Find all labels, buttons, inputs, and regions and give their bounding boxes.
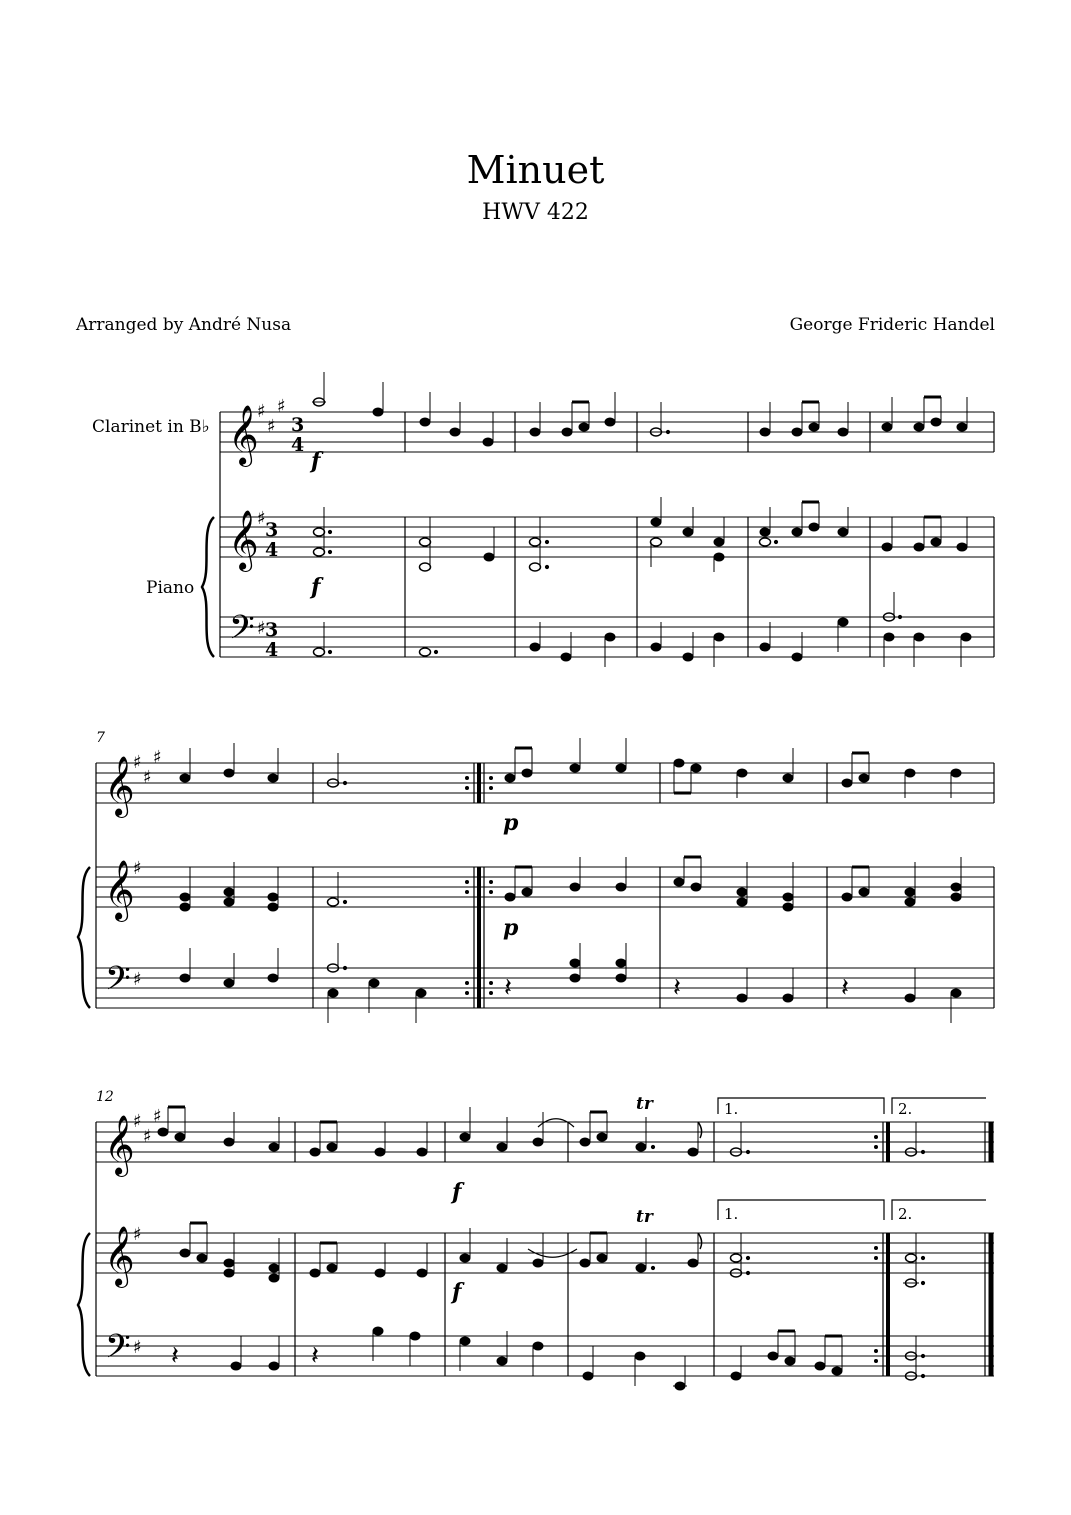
clarinet-staff-1 — [220, 412, 994, 452]
key-signature-clarinet — [133, 1106, 162, 1147]
quarter-rest-icon: 𝄽 — [311, 1341, 319, 1371]
quarter-rest-icon: 𝄽 — [673, 973, 681, 1003]
svg-text:♯: ♯ — [153, 1106, 162, 1127]
treble-clef-icon: 𝄞 — [228, 405, 259, 465]
treble-clef-icon: 𝄞 — [104, 860, 135, 920]
treble-clef-icon: 𝄞 — [104, 1115, 135, 1175]
svg-text:3: 3 — [291, 414, 305, 436]
measure-number: 12 — [96, 1089, 114, 1105]
piece-subtitle: HWV 422 — [482, 200, 589, 225]
measure-number: 7 — [96, 730, 105, 746]
piano-brace-1 — [202, 517, 214, 657]
quarter-rest-icon: 𝄽 — [504, 973, 512, 1003]
clarinet-notes-1 — [312, 372, 967, 446]
volta-label-1: 1. — [724, 1100, 739, 1118]
dynamic-marking: f — [452, 1279, 462, 1305]
svg-text:♯: ♯ — [133, 752, 142, 773]
clarinet-label: Clarinet in B♭ — [92, 417, 210, 437]
trill-marking: tr — [636, 1094, 653, 1114]
key-signature-piano-bass: ♯ — [133, 1337, 142, 1358]
final-barline — [985, 1122, 991, 1376]
treble-clef-icon: 𝄞 — [228, 510, 259, 570]
arranger-credit: Arranged by André Nusa — [76, 315, 292, 335]
dynamic-marking: f — [452, 1179, 462, 1205]
volta-label-2: 2. — [898, 1205, 913, 1223]
composer-credit: George Frideric Handel — [789, 315, 995, 335]
system-1 — [202, 412, 994, 657]
svg-text:♯: ♯ — [277, 396, 286, 417]
barlines-1 — [405, 412, 994, 657]
volta-label-2: 2. — [898, 1100, 913, 1118]
dynamic-marking: p — [503, 915, 519, 941]
repeat-barline — [474, 763, 484, 1008]
svg-text:4: 4 — [265, 539, 279, 561]
piano-treble-staff-1 — [220, 517, 994, 557]
volta-label-1: 1. — [724, 1205, 739, 1223]
quarter-rest-icon: 𝄽 — [171, 1341, 179, 1371]
bass-clef-icon: 𝄢 — [229, 609, 255, 655]
treble-clef-icon: 𝄞 — [104, 756, 135, 816]
piano-treble-notes-2 — [180, 857, 961, 911]
key-signature-piano-treble: ♯ — [257, 508, 266, 529]
system-2 — [78, 763, 994, 1008]
time-signature-piano-bass — [265, 619, 278, 661]
piano-brace-2 — [78, 867, 90, 1008]
svg-text:3: 3 — [265, 519, 279, 541]
svg-text:♯: ♯ — [153, 747, 162, 768]
key-signature-piano-treble: ♯ — [133, 858, 142, 879]
piano-treble-notes-1 — [314, 497, 968, 572]
dynamic-marking: f — [311, 574, 321, 600]
trill-marking: tr — [636, 1207, 653, 1227]
piece-title: Minuet — [466, 148, 605, 192]
svg-text:4: 4 — [265, 639, 279, 661]
piano-brace-3 — [78, 1233, 90, 1376]
svg-text:3: 3 — [265, 619, 279, 641]
bass-clef-icon: 𝄢 — [105, 1328, 131, 1374]
piano-bass-notes-1 — [314, 592, 972, 667]
time-signature-piano-treble — [265, 519, 278, 561]
key-signature-piano-treble: ♯ — [133, 1224, 142, 1245]
dynamic-marking: p — [503, 810, 519, 836]
svg-text:♯: ♯ — [143, 767, 152, 788]
piano-label: Piano — [146, 578, 195, 598]
bass-clef-icon: 𝄢 — [105, 960, 131, 1006]
svg-text:♯: ♯ — [257, 401, 266, 422]
key-signature-piano-bass: ♯ — [257, 618, 266, 639]
repeat-dots-3 — [874, 1135, 878, 1363]
dynamic-marking: f — [311, 448, 321, 474]
key-signature-clarinet — [133, 747, 162, 788]
treble-clef-icon: 𝄞 — [104, 1226, 135, 1286]
end-repeat-barline — [883, 1122, 888, 1376]
volta-brackets — [718, 1098, 986, 1220]
time-signature-clarinet — [291, 414, 304, 456]
clarinet-notes-2 — [180, 738, 961, 798]
piano-bass-notes-2 — [180, 943, 961, 1023]
svg-text:♯: ♯ — [267, 416, 276, 437]
svg-text:♯: ♯ — [143, 1126, 152, 1147]
svg-text:♯: ♯ — [133, 1111, 142, 1132]
key-signature-piano-bass: ♯ — [133, 969, 142, 990]
svg-text:4: 4 — [291, 434, 305, 456]
key-signature-clarinet — [257, 396, 286, 437]
quarter-rest-icon: 𝄽 — [841, 973, 849, 1003]
